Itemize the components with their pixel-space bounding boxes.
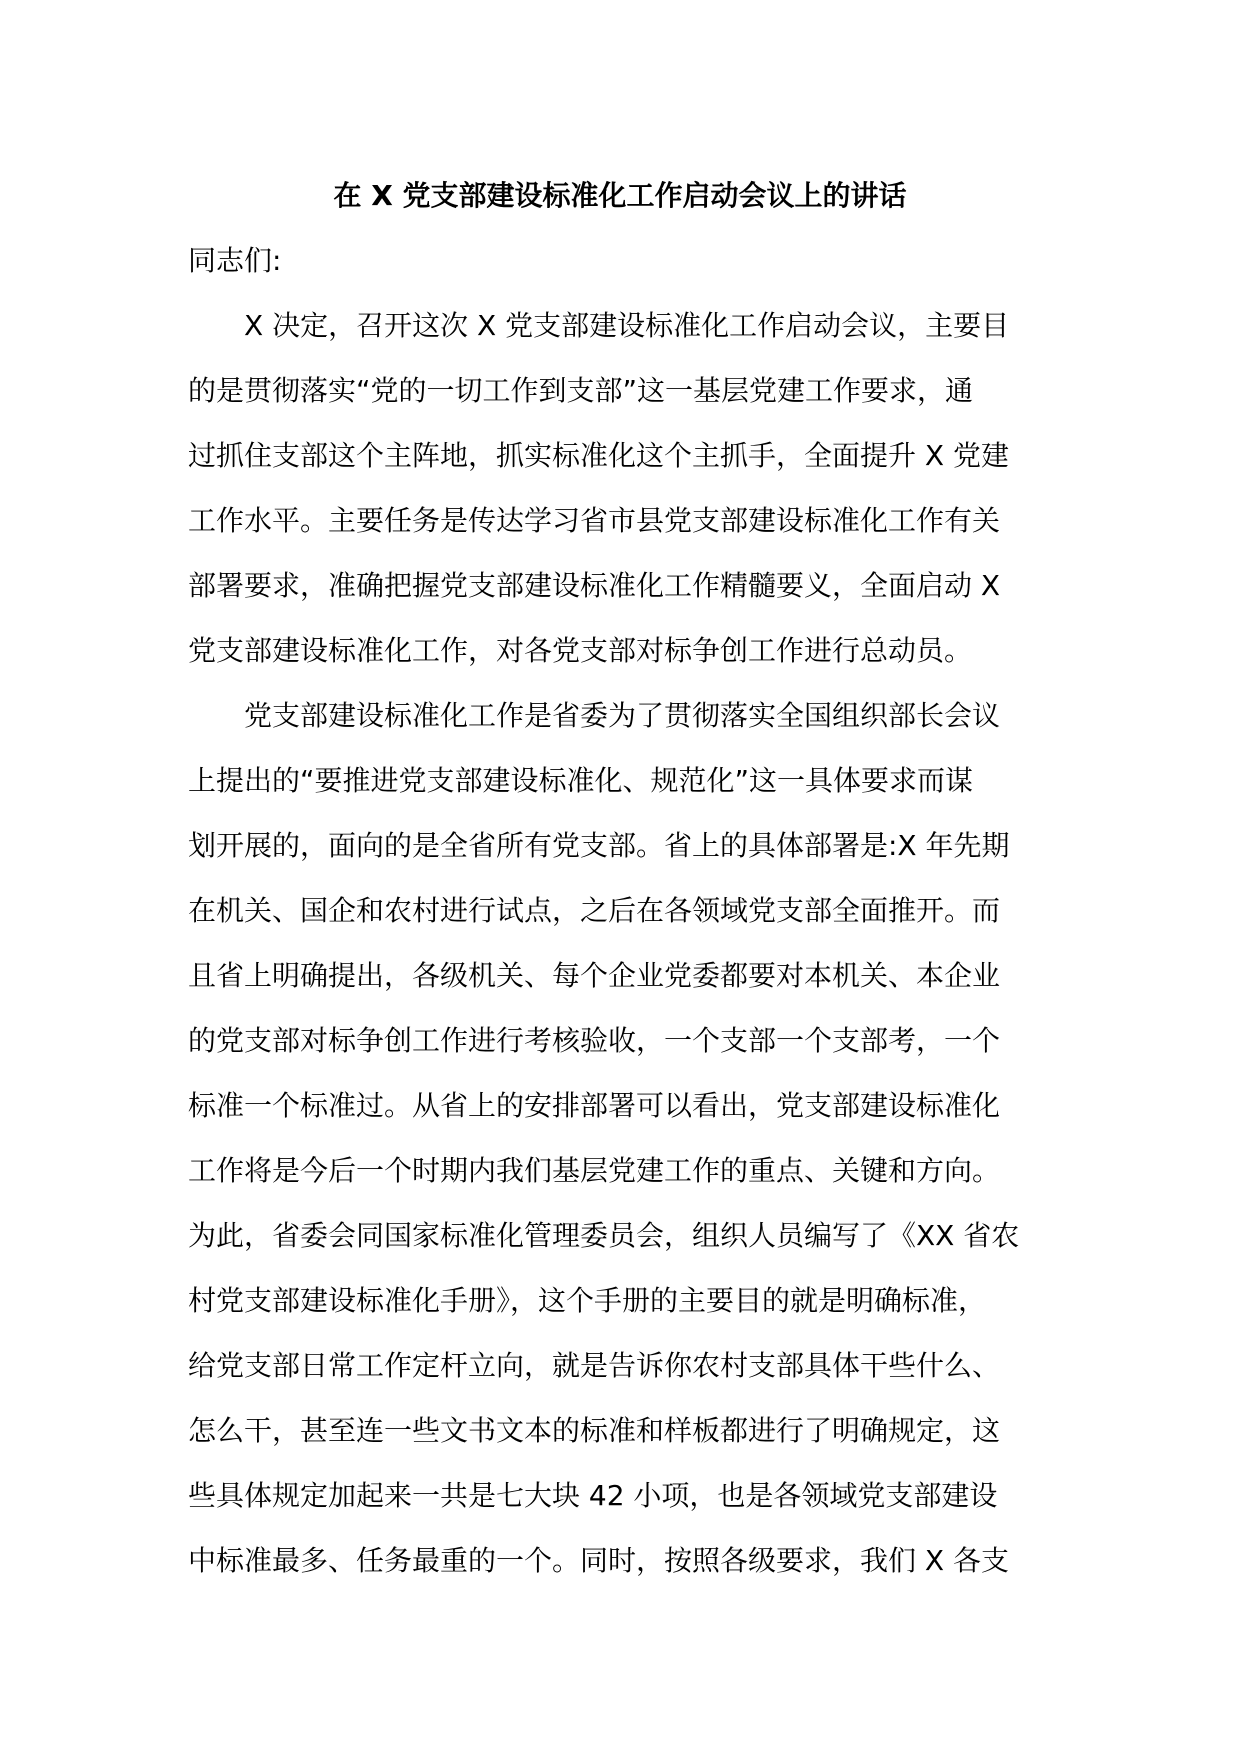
text-line: 划开展的，面向的是全省所有党支部。省上的具体部署是:X 年先期	[188, 829, 1010, 862]
text-line: 在机关、国企和农村进行试点，之后在各领域党支部全面推开。而	[188, 894, 1001, 927]
text-line: 的是贯彻落实“党的一切工作到支部”这一基层党建工作要求，通	[188, 374, 974, 407]
text-line: 些具体规定加起来一共是七大块 42 小项，也是各领域党支部建设	[188, 1479, 998, 1512]
text-line: 标准一个标准过。从省上的安排部署可以看出，党支部建设标准化	[188, 1089, 1001, 1122]
paragraph-1	[188, 293, 1088, 683]
text-line: X 决定，召开这次 X 党支部建设标准化工作启动会议，主要目	[244, 309, 1010, 342]
text-line: 部署要求，准确把握党支部建设标准化工作精髓要义，全面启动 X	[188, 569, 1001, 602]
text-line: 党支部建设标准化工作是省委为了贯彻落实全国组织部长会议	[244, 699, 1001, 732]
text-line: 过抓住支部这个主阵地，抓实标准化这个主抓手，全面提升 X 党建	[188, 439, 1009, 472]
text-line: 为此，省委会同国家标准化管理委员会，组织人员编写了《XX 省农	[188, 1219, 1020, 1252]
text-line: 且省上明确提出，各级机关、每个企业党委都要对本机关、本企业	[188, 959, 1001, 992]
paragraph-2	[188, 683, 1088, 1593]
document-body	[188, 228, 1088, 1593]
text-line: 工作水平。主要任务是传达学习省市县党支部建设标准化工作有关	[188, 504, 1001, 537]
text-line: 党支部建设标准化工作，对各党支部对标争创工作进行总动员。	[188, 634, 973, 667]
text-line: 给党支部日常工作定杆立向，就是告诉你农村支部具体干些什么、	[188, 1349, 1001, 1382]
text-line: 怎么干，甚至连一些文书文本的标准和样板都进行了明确规定，这	[188, 1414, 1001, 1447]
text-line: 上提出的“要推进党支部建设标准化、规范化”这一具体要求而谋	[188, 764, 974, 797]
text-line: 村党支部建设标准化手册》，这个手册的主要目的就是明确标准，	[188, 1284, 987, 1317]
text-line: 的党支部对标争创工作进行考核验收，一个支部一个支部考，一个	[188, 1024, 1001, 1057]
greeting: 同志们:	[188, 244, 282, 277]
text-line: 中标准最多、任务最重的一个。同时，按照各级要求，我们 X 各支	[188, 1544, 1009, 1577]
document-title: 在 X 党支部建设标准化工作启动会议上的讲话	[333, 179, 907, 212]
text-line: 工作将是今后一个时期内我们基层党建工作的重点、关键和方向。	[188, 1154, 1001, 1187]
